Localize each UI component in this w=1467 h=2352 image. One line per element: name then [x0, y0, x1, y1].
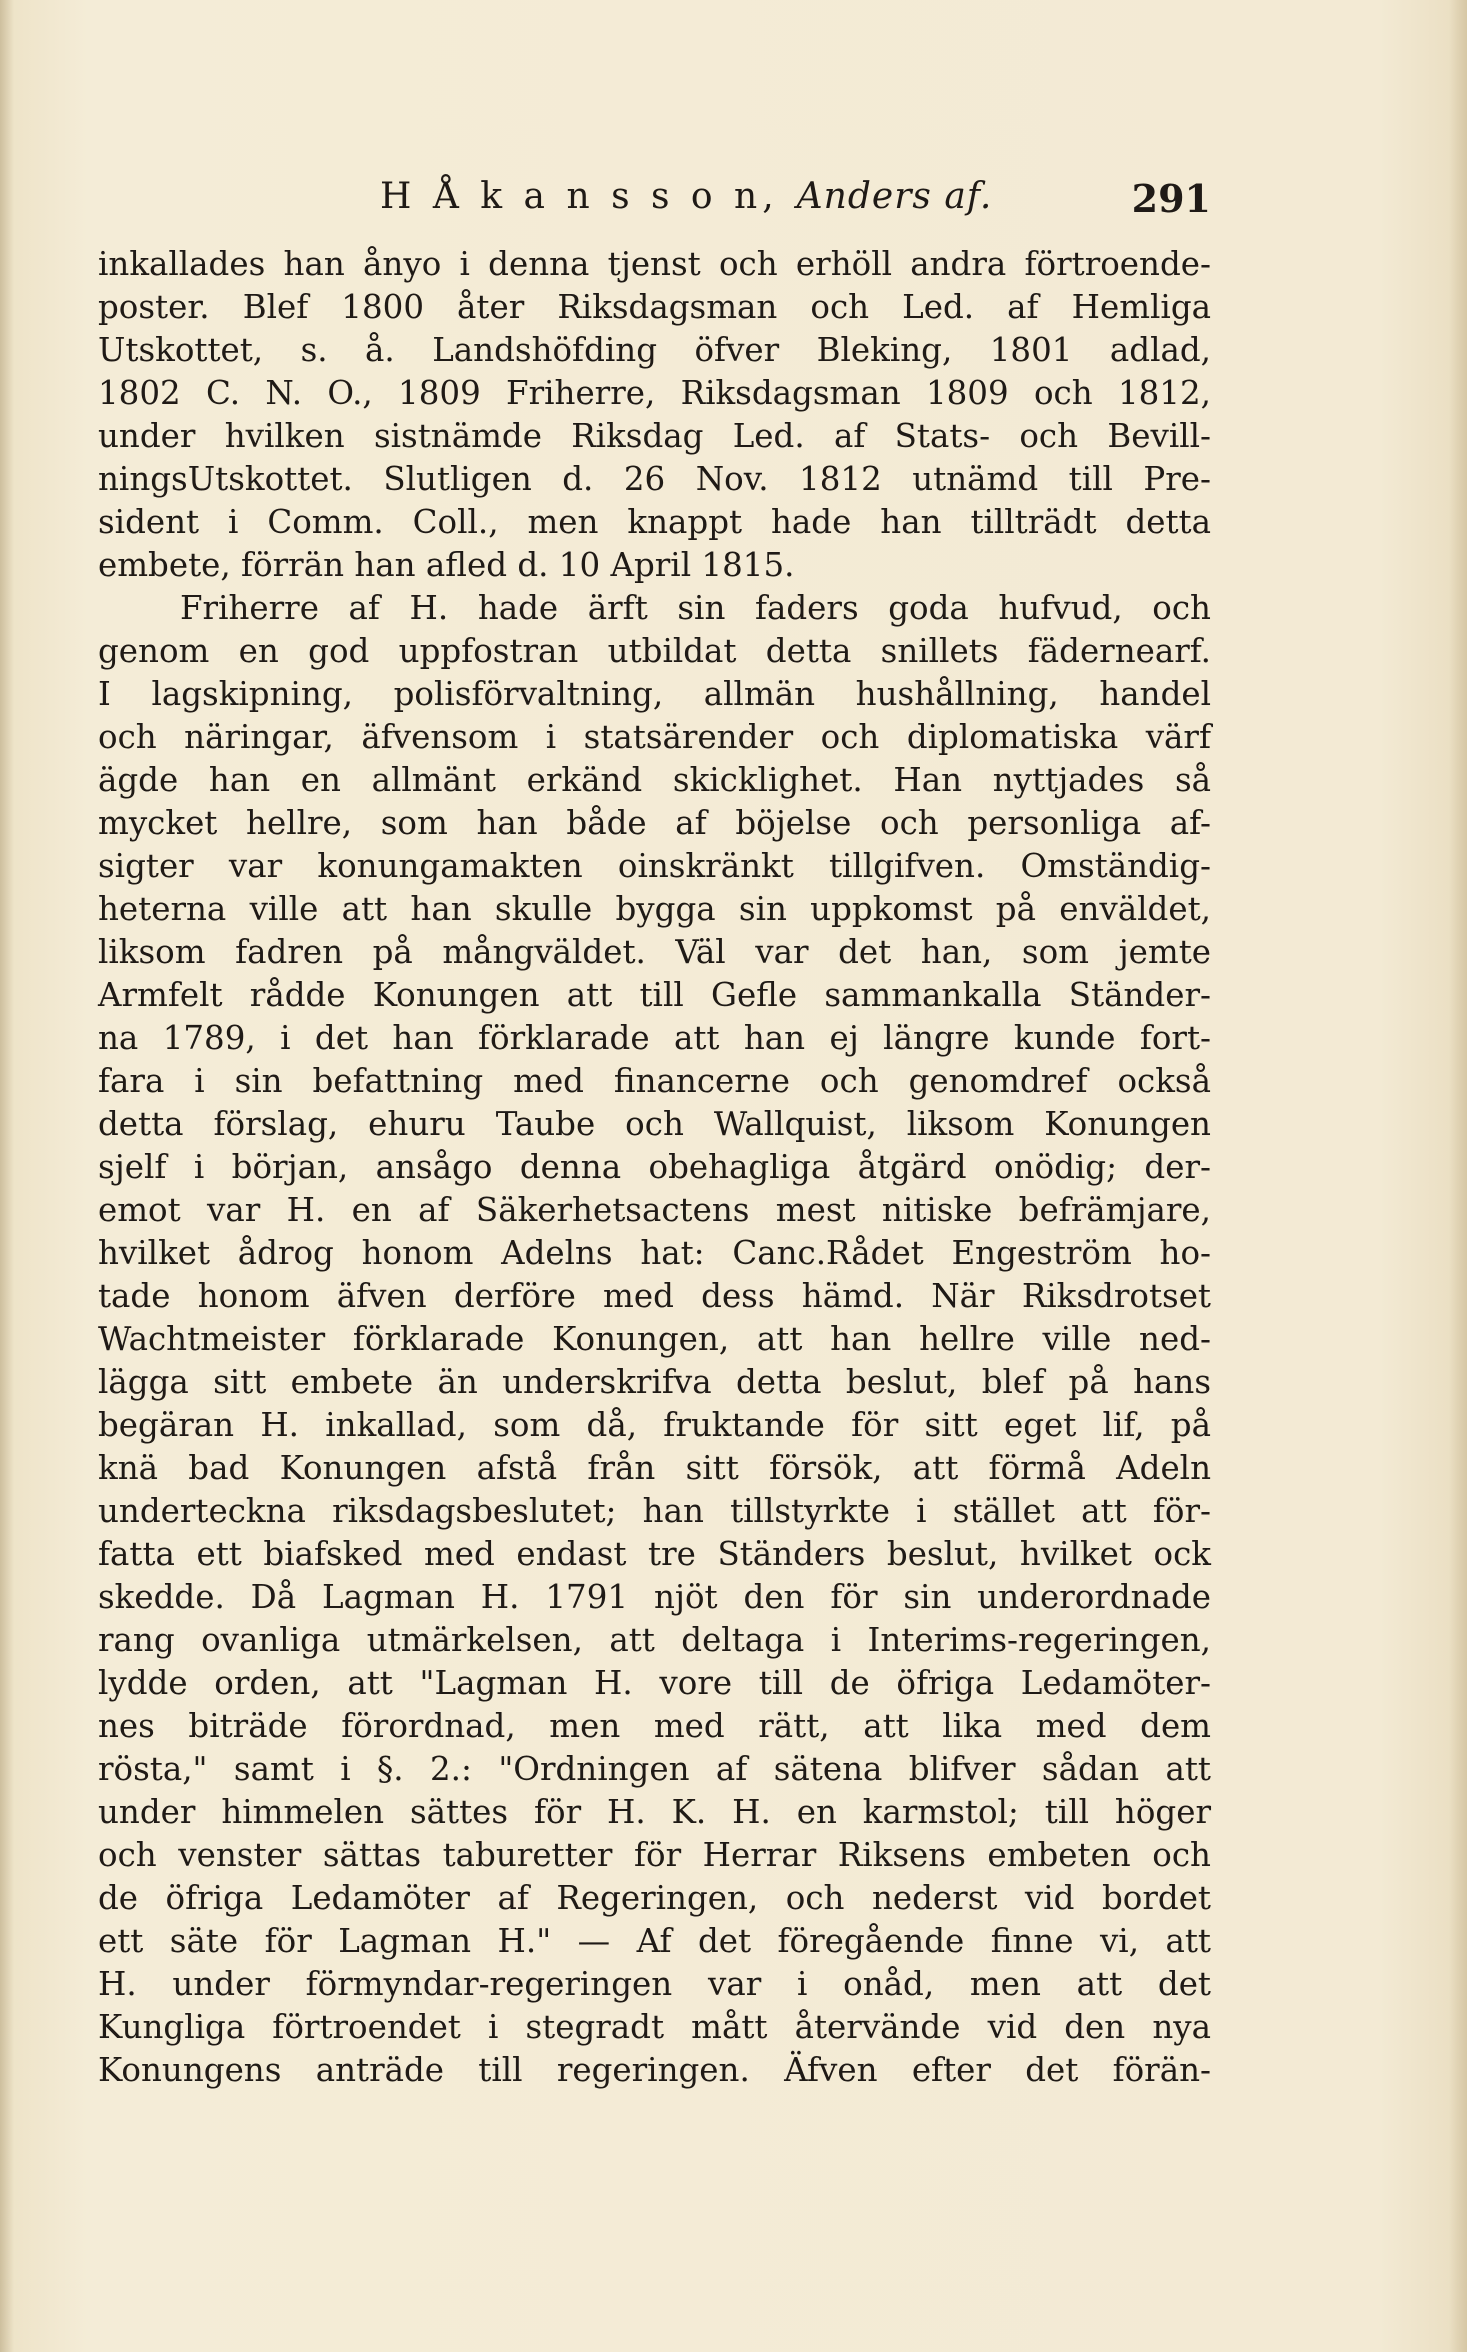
text-line: skedde. Då Lagman H. 1791 njöt den för sin underordnade [98, 1578, 1211, 1616]
text-line: I lagskipning, polisförvaltning, allmän hushållning, handel [98, 675, 1211, 713]
running-head-title [380, 176, 992, 217]
text-line: inkallades han ånyo i denna tjenst och erhöll andra förtroende- [98, 245, 1211, 283]
text-line: 1802 C. N. O., 1809 Friherre, Riksdagsman 1809 och 1812, [98, 374, 1211, 412]
text-line: na 1789, i det han förklarade att han ej längre kunde fort- [98, 1019, 1211, 1057]
text-line: embete, förrän han afled d. 10 April 1815. [98, 546, 795, 584]
text-line: rang ovanliga utmärkelsen, att deltaga i Interims-regeringen, [98, 1621, 1211, 1659]
text-line: lägga sitt embete än underskrifva detta beslut, blef på hans [98, 1363, 1211, 1401]
text-line: heterna ville att han skulle bygga sin uppkomst på enväldet, [98, 890, 1211, 928]
text-line: detta förslag, ehuru Taube och Wallquist, liksom Konungen [98, 1105, 1211, 1143]
text-line: tade honom äfven derföre med dess hämd. När Riksdrotset [98, 1277, 1211, 1315]
text-line: H. under förmyndar-regeringen var i onåd, men att det [98, 1965, 1211, 2003]
text-line: underteckna riksdagsbeslutet; han tillstyrkte i stället att för- [98, 1492, 1211, 1530]
text-line: sident i Comm. Coll., men knappt hade han tillträdt detta [98, 503, 1211, 541]
body-text [98, 243, 1211, 2092]
text-line: fara i sin befattning med financerne och genomdref också [98, 1062, 1211, 1100]
running-head-surname: H Å k a n s s o n, [380, 176, 779, 217]
text-line: ett säte för Lagman H." — Af det föregående finne vi, att [98, 1922, 1211, 1960]
running-head-given-name: Anders af. [796, 176, 993, 217]
text-line: sigter var konungamakten oinskränkt tillgifven. Omständig- [98, 847, 1211, 885]
text-line: Utskottet, s. å. Landshöfding öfver Bleking, 1801 adlad, [98, 331, 1211, 369]
text-line: Wachtmeister förklarade Konungen, att han hellre ville ned- [98, 1320, 1211, 1358]
text-line: genom en god uppfostran utbildat detta snillets fädernearf. [98, 632, 1211, 670]
page-right-edge [1449, 0, 1467, 2352]
text-line: under himmelen sättes för H. K. H. en karmstol; till höger [98, 1793, 1211, 1831]
text-line: Friherre af H. hade ärft sin faders goda hufvud, och [180, 589, 1211, 627]
text-line: och venster sättas taburetter för Herrar Riksens embeten och [98, 1836, 1211, 1874]
text-line: ägde han en allmänt erkänd skicklighet. Han nyttjades så [98, 761, 1211, 799]
page-number: 291 [1131, 176, 1211, 221]
page-left-edge [0, 0, 14, 2352]
text-line: mycket hellre, som han både af böjelse och personliga af- [98, 804, 1211, 842]
text-line: liksom fadren på mångväldet. Väl var det han, som jemte [98, 933, 1211, 971]
text-line: sjelf i början, ansågo denna obehagliga åtgärd onödig; der- [98, 1148, 1211, 1186]
text-line: Konungens anträde till regeringen. Äfven efter det förän- [98, 2051, 1211, 2089]
text-line: poster. Blef 1800 åter Riksdagsman och Led. af Hemliga [98, 288, 1211, 326]
running-head [98, 176, 1211, 236]
text-line: knä bad Konungen afstå från sitt försök, att förmå Adeln [98, 1449, 1211, 1487]
text-line: emot var H. en af Säkerhetsactens mest nitiske befrämjare, [98, 1191, 1211, 1229]
text-line: fatta ett biafsked med endast tre Ständers beslut, hvilket ock [98, 1535, 1211, 1573]
text-line: de öfriga Ledamöter af Regeringen, och nederst vid bordet [98, 1879, 1211, 1917]
text-line: hvilket ådrog honom Adelns hat: Canc.Rådet Engeström ho- [98, 1234, 1211, 1272]
text-line: rösta," samt i §. 2.: "Ordningen af sätena blifver sådan att [98, 1750, 1211, 1788]
text-line: Armfelt rådde Konungen att till Gefle sammankalla Ständer- [98, 976, 1211, 1014]
text-line: och näringar, äfvensom i statsärender och diplomatiska värf [98, 718, 1211, 756]
text-line: ningsUtskottet. Slutligen d. 26 Nov. 1812 utnämd till Pre- [98, 460, 1211, 498]
text-line: lydde orden, att "Lagman H. vore till de öfriga Ledamöter- [98, 1664, 1211, 1702]
text-line: begäran H. inkallad, som då, fruktande för sitt eget lif, på [98, 1406, 1211, 1444]
text-line: under hvilken sistnämde Riksdag Led. af Stats- och Bevill- [98, 417, 1211, 455]
text-line: Kungliga förtroendet i stegradt mått återvände vid den nya [98, 2008, 1211, 2046]
text-line: nes biträde förordnad, men med rätt, att lika med dem [98, 1707, 1211, 1745]
